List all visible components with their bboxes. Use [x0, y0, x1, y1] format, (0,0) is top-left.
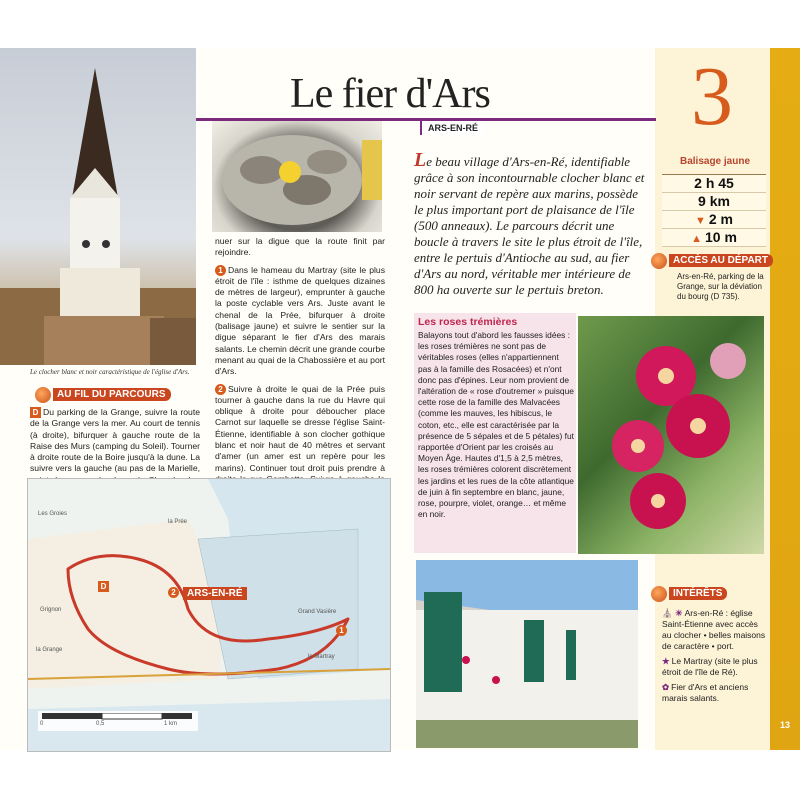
interet-item: ⛪ ☀ Ars-en-Ré : église Saint-Étienne avec accès au clocher • belles maisons de caractère • port.	[662, 608, 766, 651]
step-2-badge: 2	[215, 384, 226, 395]
hollyhock-photo	[578, 316, 764, 554]
acces-heading	[651, 253, 769, 269]
interets-heading	[651, 586, 766, 602]
route-map	[27, 478, 391, 752]
orange-circle-icon	[651, 253, 667, 269]
step-1	[215, 265, 385, 378]
balisage-title: Balisage jaune	[679, 156, 751, 167]
down-triangle-icon: ▼	[694, 215, 706, 227]
route-stats	[662, 174, 766, 247]
step-1-text: Dans le hameau du Martray (site le plus étroit de l'île : isthme de quelques dizaines de mètres de largeur), emprunter à gauche la poste cyclable vers Ars. Juste avant le chenal de la Prée, bifurquer à droite (balisage jaune) et suivre le sentier sur la digue séparant le fier d'Ars des marais salants. Le chemin décrit une grande courbe menant au quai de la Chabossière et au port d'Ars.	[215, 264, 385, 377]
roses-title: Les roses trémières	[418, 316, 518, 328]
route-number: 3	[691, 50, 733, 143]
up-triangle-icon: ▲	[691, 233, 702, 245]
step-1-badge: 1	[215, 265, 226, 276]
interets-list	[662, 608, 766, 708]
descent-stat	[662, 211, 766, 229]
map-label-vasiere: Grand Vasière	[298, 609, 337, 615]
edge-band	[770, 48, 800, 750]
map-marker-d: D	[98, 581, 109, 592]
duration-stat	[662, 175, 766, 193]
fil-heading-label: AU FIL DU PARCOURS	[53, 388, 171, 401]
fil-heading	[35, 387, 175, 403]
page-title: Le fier d'Ars	[290, 71, 490, 117]
scale-1km: 1 km	[164, 721, 178, 727]
map-scale	[38, 711, 198, 731]
map-label-martray: le Martray	[308, 654, 335, 660]
location-subtitle: ARS-EN-RÉ	[420, 121, 484, 135]
distance-stat	[662, 193, 766, 211]
distance-value: 9 km	[698, 193, 730, 209]
street-photo	[416, 560, 638, 748]
duration-value: 2 h 45	[694, 175, 734, 191]
acces-text: Ars-en-Ré, parking de la Grange, sur la déviation du bourg (D 735).	[677, 272, 764, 301]
star-icon: ★	[662, 656, 670, 666]
roses-text: Balayons tout d'abord les fausses idées : les roses trémières ne sont pas de véritables roses (elles n'appartiennent pas à la famille des Rosacées) et n'ont donc pas d'épines. Leur nom provient de l'altération de « rose d'outremer » puisque cette rose de la famille des Malvacées (comme les mauves, les hibiscus, le coton, etc., elle est caractérisée par la présence de 5 sépales et de 5 pétales) fut rapportée d'Orient par les croisés au Moyen Âge. Hautes d'1,5 à 2,5 mètres, les roses trémières colorent discrètement les jardins et les rues de la côte atlantique de juin à fin septembre en blanc, jaune, rose, pourpre, violet, orange… et même en noir.	[418, 330, 574, 520]
map-marker-1: 1	[336, 625, 347, 636]
departure-badge: D	[30, 407, 41, 418]
church-caption: Le clocher blanc et noir caractéristique de l'église d'Ars.	[30, 368, 190, 376]
page-number: 13	[779, 720, 790, 730]
interet-item: ★ Le Martray (site le plus étroit de l'île de Ré).	[662, 656, 758, 677]
map-town-label: ARS-EN-RÉ	[183, 587, 247, 600]
descent-value: 2 m	[708, 211, 733, 227]
ascent-stat	[662, 229, 766, 247]
church-sun-icon: ⛪ ☀	[662, 608, 683, 618]
orange-circle-icon	[651, 586, 667, 602]
ascent-value: 10 m	[704, 229, 737, 245]
lede-text: e beau village d'Ars-en-Ré, identifiable grâce à son incontournable clocher blanc et noir servant de repère aux marins, possède le plus important port de plaisance de l'île (500 anneaux). Le parcours décrit une boucle à travers le site le plus étroit de l'île, entre le pertuis d'Antioche au sud, au fier d'Ars au nord, véritable mer intérieure de 800 ha ouverte sur le pertuis breton.	[414, 154, 645, 297]
route-text-middle	[215, 236, 385, 514]
flower-icon: ✿	[662, 682, 670, 692]
map-marker-2: 2	[168, 587, 179, 598]
oyster-photo	[212, 120, 382, 232]
interets-heading-label: INTÉRÊTS	[669, 587, 727, 600]
lede-initial: L	[414, 149, 427, 171]
route-start-text: Du parking de la Grange, suivre la route de la Grange vers la mer. Au court de tennis (à droite), bifurquer à gauche route de la Raise des Murs (camping du Soleil). Tourner à droite route de la Boire jusqu'à la dune. La suivre vers la gauche (au pas de la Marielle,	[30, 407, 200, 474]
acces-heading-label: ACCÈS AU DÉPART	[669, 254, 773, 267]
scale-half: 0,5	[96, 721, 105, 727]
step-2-text: Suivre à droite le quai de la Prée puis tourner à gauche dans la rue du Havre qui oblique à droite pour déboucher place Carnot sur laquelle se dresse l'église Saint-Étienne, identifiable à son clocher gothique blanc et noir haut de 40 mètres et servant d'amer (un amer est un repère pour les marins). Continuer tout droit puis prendre à	[215, 383, 385, 473]
map-label-pree: la Prée	[168, 519, 188, 525]
map-label-grange: la Grange	[36, 647, 63, 653]
scale-0: 0	[40, 721, 44, 727]
map-label-grignon: Grignon	[40, 607, 62, 613]
route-continuation: nuer sur la digue que la route finit par rejoindre.	[215, 236, 385, 258]
interet-item: ✿ Fier d'Ars et anciens marais salants.	[662, 682, 749, 703]
map-label-groies: Les Groies	[38, 511, 68, 517]
church-photo	[0, 48, 196, 365]
orange-circle-icon	[35, 387, 51, 403]
lede-paragraph	[414, 149, 650, 298]
